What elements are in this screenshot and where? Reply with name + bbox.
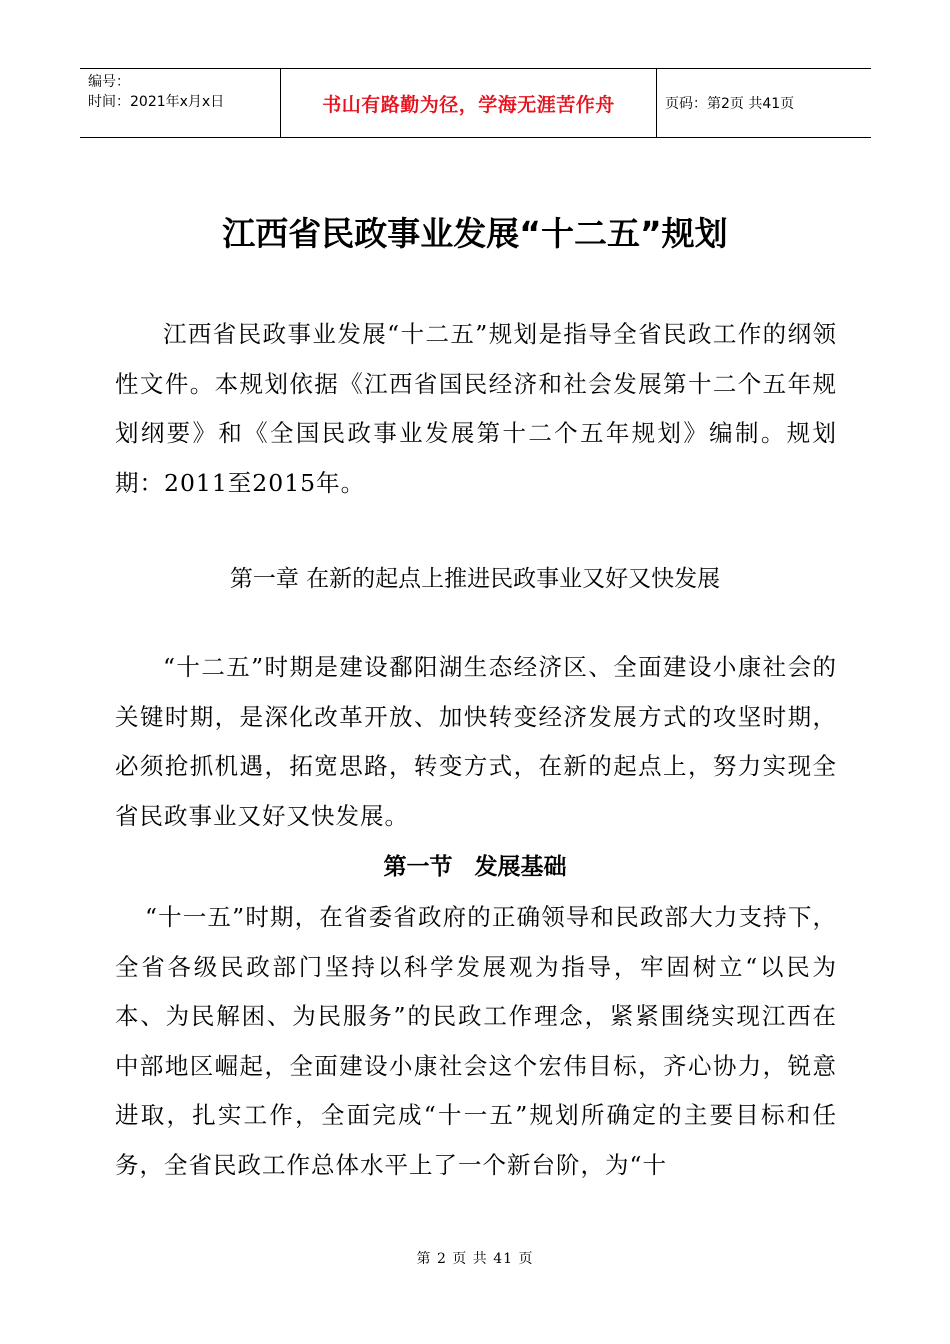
header-page-info: 页码：第2页 共41页: [665, 96, 795, 112]
page-header: [80, 68, 871, 138]
intro-paragraph: 江西省民政事业发展“十二五”规划是指导全省民政工作的纲领性文件。本规划依据《江西省国民经济和社会发展第十二个五年规划纲要》和《全国民政事业发展第十二个五年规划》编制。规划期：2011至2015年。: [115, 320, 837, 497]
document-title: 江西省民政事业发展“十二五”规划: [222, 214, 728, 253]
document-date: 时间：2021年x月x日: [88, 94, 225, 110]
chapter-heading: 第一章 在新的起点上推进民政事业又好又快发展: [229, 566, 721, 592]
document-number-label: 编号：: [88, 74, 130, 90]
header-motto: 书山有路勤为径，学海无涯苦作舟: [280, 69, 657, 137]
page-footer: 第 2 页 共 41 页: [416, 1251, 534, 1267]
section-paragraph: “十一五”时期，在省委省政府的正确领导和民政部大力支持下，全省各级民政部门坚持以科学发展观为指导，牢固树立“以民为本、为民解困、为民服务”的民政工作理念，紧紧围绕实现江西在中部地区崛起，全面建设小康社会这个宏伟目标，齐心协力，锐意进取，扎实工作，全面完成“十一五”规划所确定的主要目标和任务，全省民政工作总体水平上了一个新台阶，为“十: [115, 903, 837, 1179]
section-heading: 第一节 发展基础: [383, 853, 567, 880]
header-meta: [80, 69, 280, 137]
chapter-intro-paragraph: “十二五”时期是建设鄱阳湖生态经济区、全面建设小康社会的关键时期，是深化改革开放、加快转变经济发展方式的攻坚时期，必须抢抓机遇，拓宽思路，转变方式，在新的起点上，努力实现全省民政事业又好又快发展。: [115, 653, 837, 830]
